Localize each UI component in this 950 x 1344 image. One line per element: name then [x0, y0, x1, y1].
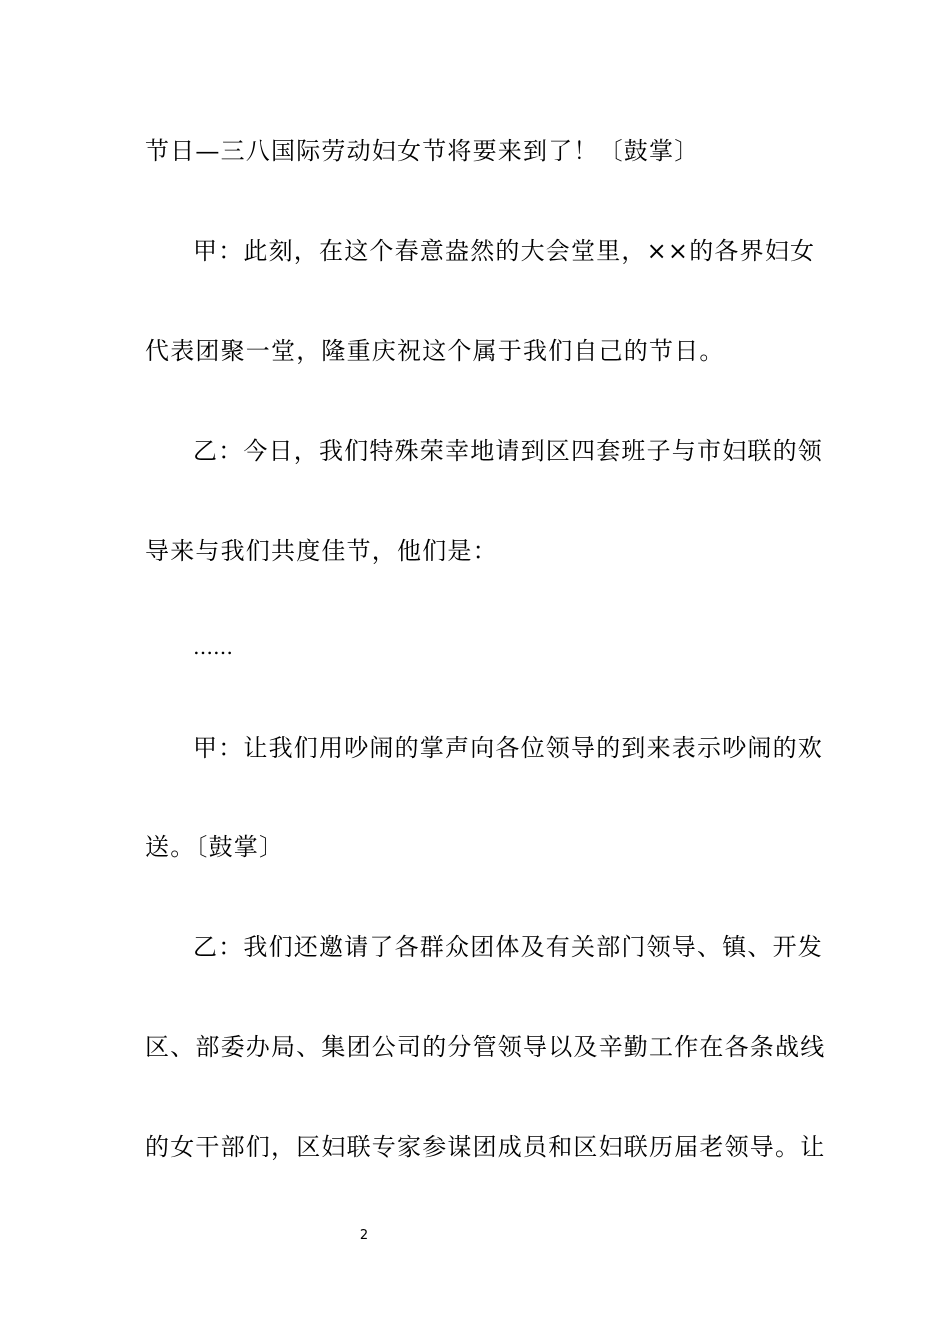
- text-line-ellipsis: ……: [193, 635, 233, 659]
- text-line-4: 乙：今日，我们特殊荣幸地请到区四套班子与市妇联的领: [193, 437, 823, 465]
- text-line-11: 的女干部们，区妇联专家参谋团成员和区妇联历届老领导。让: [145, 1133, 826, 1161]
- text-line-3: 代表团聚一堂，隆重庆祝这个属于我们自己的节日。: [145, 337, 725, 365]
- text-line-9: 乙：我们还邀请了各群众团体及有关部门领导、镇、开发: [193, 933, 823, 961]
- text-line-10: 区、部委办局、集团公司的分管领导以及辛勤工作在各条战线: [145, 1033, 826, 1061]
- text-line-7: 甲：让我们用吵闹的掌声向各位领导的到来表示吵闹的欢: [193, 734, 823, 762]
- text-line-5: 导来与我们共度佳节，他们是：: [145, 537, 498, 565]
- text-line-2: 甲：此刻，在这个春意盎然的大会堂里，××的各界妇女: [193, 237, 816, 265]
- text-line-8: 送。〔鼓掌〕: [145, 833, 285, 861]
- page-number: 2: [359, 1228, 369, 1243]
- text-line-1: 节日—三八国际劳动妇女节将要来到了！〔鼓掌〕: [145, 137, 700, 165]
